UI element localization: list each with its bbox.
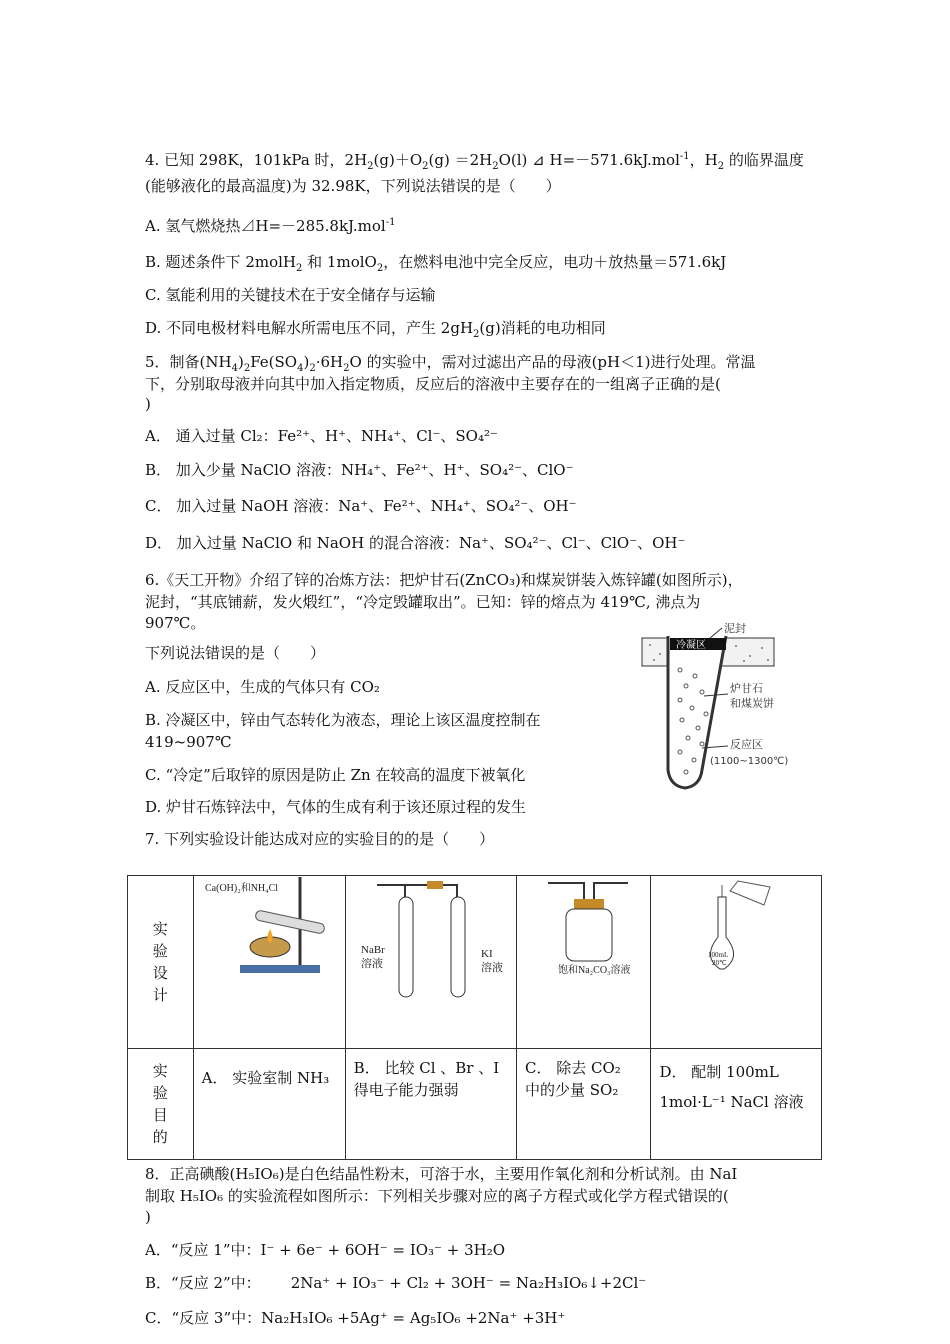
row-label-purpose: 实 验 目 的 <box>128 1049 194 1160</box>
q6-stem-line1: 6.《天工开物》介绍了锌的冶炼方法：把炉甘石(ZnCO₃)和煤炭饼装入炼锌罐(如图所示)， <box>145 571 743 589</box>
q6-stem-line4: 下列说法错误的是（ ） <box>145 644 326 662</box>
q8-option-c: C．“反应 3”中：Na₂H₃IO₆ +5Ag⁺ = Ag₅IO₆ +2Na⁺ +3H⁺ <box>145 1309 566 1327</box>
row-label-design: 实 验 设 计 <box>128 876 194 1049</box>
table-row <box>128 1049 822 1160</box>
q6-option-c: C. “冷定”后取锌的原因是防止 Zn 在较高的温度下被氧化 <box>145 766 526 784</box>
fig-b-ki-sol: 溶液 <box>480 962 503 974</box>
q8-stem-line2: 制取 H₅IO₆ 的实验流程如图所示：下列相关步骤对应的离子方程式或化学方程式错误的( <box>145 1187 729 1205</box>
q5-option-c: C． 加入过量 NaOH 溶液：Na⁺、Fe²⁺、NH₄⁺、SO₄²⁻、OH⁻ <box>145 497 577 515</box>
q4-stem-line2: (能够液化的最高温度)为 32.98K，下列说法错误的是（ ） <box>145 177 561 195</box>
seal-label: 泥封 <box>724 622 746 635</box>
q4-stem-line1: 4. 已知 298K，101kPa 时，$2H_2(g)+O_2(g) =2H_2O(l)$ ⊿ H=－571.6kJ.mol$^{-1}$，$H_2$ 的临界温度 <box>145 151 804 172</box>
q6-option-d: D. 炉甘石炼锌法中，气体的生成有利于该还原过程的发生 <box>145 798 527 816</box>
fig-b-ki: KI <box>480 948 493 960</box>
q5-option-a: A． 通入过量 Cl₂：Fe²⁺、H⁺、NH₄⁺、Cl⁻、SO₄²⁻ <box>145 427 498 445</box>
q7-stem: 7. 下列实验设计能达成对应的实验目的的是（ ） <box>145 830 495 848</box>
purpose-cell-a: A． 实验室制 NH₃ <box>193 1049 345 1160</box>
q6-stem-line3: 907℃。 <box>145 614 206 632</box>
fig-b-nabr: NaBr <box>360 944 385 956</box>
design-cell-b <box>345 876 516 1049</box>
q5-option-b: B． 加入少量 NaClO 溶液：NH₄⁺、Fe²⁺、H⁺、SO₄²⁻、ClO⁻ <box>145 461 574 479</box>
q4-option-a: A. 氢气燃烧热⊿H=－285.8kJ.mol$^{-1}$ <box>145 217 396 235</box>
q8-option-b: B．“反应 2”中： 2Na⁺ + IO₃⁻ + Cl₂ + 3OH⁻ = Na₂H₃IO₆↓+2Cl⁻ <box>145 1274 647 1292</box>
q5-option-d: D． 加入过量 NaClO 和 NaOH 的混合溶液：Na⁺、SO₄²⁻、Cl⁻、ClO⁻、OH⁻ <box>145 534 686 552</box>
q4-option-b: B. 题述条件下 2molH$_2$ 和 1molO$_2$，在燃料电池中完全反应，电功＋放热量＝571.6kJ <box>145 253 727 274</box>
q6-option-b-line2: 419~907℃ <box>145 733 232 751</box>
table-row <box>128 876 822 1049</box>
q6-option-b-line1: B. 冷凝区中，锌由气态转化为液态，理论上该区温度控制在 <box>145 711 541 729</box>
fig-d-vol: 100mL <box>708 951 729 959</box>
design-cell-a <box>193 876 345 1049</box>
q5-stem-line3: ) <box>145 395 151 413</box>
fig-d-temp: 20℃ <box>712 959 728 967</box>
purpose-cell-b: B． 比较 Cl 、Br 、I 得电子能力强弱 <box>345 1049 516 1160</box>
fig-a-label: Ca(OH)₂和NH₄Cl <box>204 883 278 894</box>
design-cell-d <box>651 876 822 1049</box>
q5-stem-line1: 5．制备$(NH_4)_2Fe(SO_4)_2\cdot 6H_2O$ 的实验中，需对过滤出产品的母液(pH＜1)进行处理。常温 <box>145 353 756 374</box>
q8-stem-line1: 8．正高碘酸(H₅IO₆)是白色结晶性粉末，可溶于水，主要用作氧化剂和分析试剂。由 NaI <box>145 1165 738 1183</box>
purpose-cell-d: D． 配制 100mL 1mol·L⁻¹ NaCl 溶液 <box>651 1049 822 1160</box>
q8-option-a: A．“反应 1”中：I⁻ + 6e⁻ + 6OH⁻ = IO₃⁻ + 3H₂O <box>145 1241 506 1259</box>
q8-stem-line3: ) <box>145 1208 151 1226</box>
zone-label-1: 反应区 <box>730 738 763 751</box>
q4-option-d: D. 不同电极材料电解水所需电压不同，产生 $2gH_2(g)$消耗的电功相同 <box>145 319 606 340</box>
zinc-smelting-figure <box>640 620 800 795</box>
ore-label-2: 和煤炭饼 <box>730 697 774 710</box>
fig-c-label: 饱和Na₂CO₃溶液 <box>557 965 631 976</box>
q6-option-a: A. 反应区中，生成的气体只有 CO₂ <box>145 678 380 696</box>
purpose-cell-c: C． 除去 CO₂ 中的少量 SO₂ <box>516 1049 650 1160</box>
q5-stem-line2: 下，分别取母液并向其中加入指定物质，反应后的溶液中主要存在的一组离子正确的是( <box>145 375 721 393</box>
experiment-table <box>127 875 822 1160</box>
condenser-label: 冷凝区 <box>676 640 706 651</box>
ore-label-1: 炉甘石 <box>730 682 763 695</box>
design-cell-c <box>516 876 650 1049</box>
q6-stem-line2: 泥封，“其底铺薪，发火煅红”，“冷定毁罐取出”。已知：锌的熔点为 419℃, 沸点为 <box>145 593 701 611</box>
q4-option-c: C. 氢能利用的关键技术在于安全储存与运输 <box>145 286 436 304</box>
zone-label-2: (1100~1300℃) <box>710 756 789 767</box>
fig-b-nabr-sol: 溶液 <box>360 958 383 970</box>
